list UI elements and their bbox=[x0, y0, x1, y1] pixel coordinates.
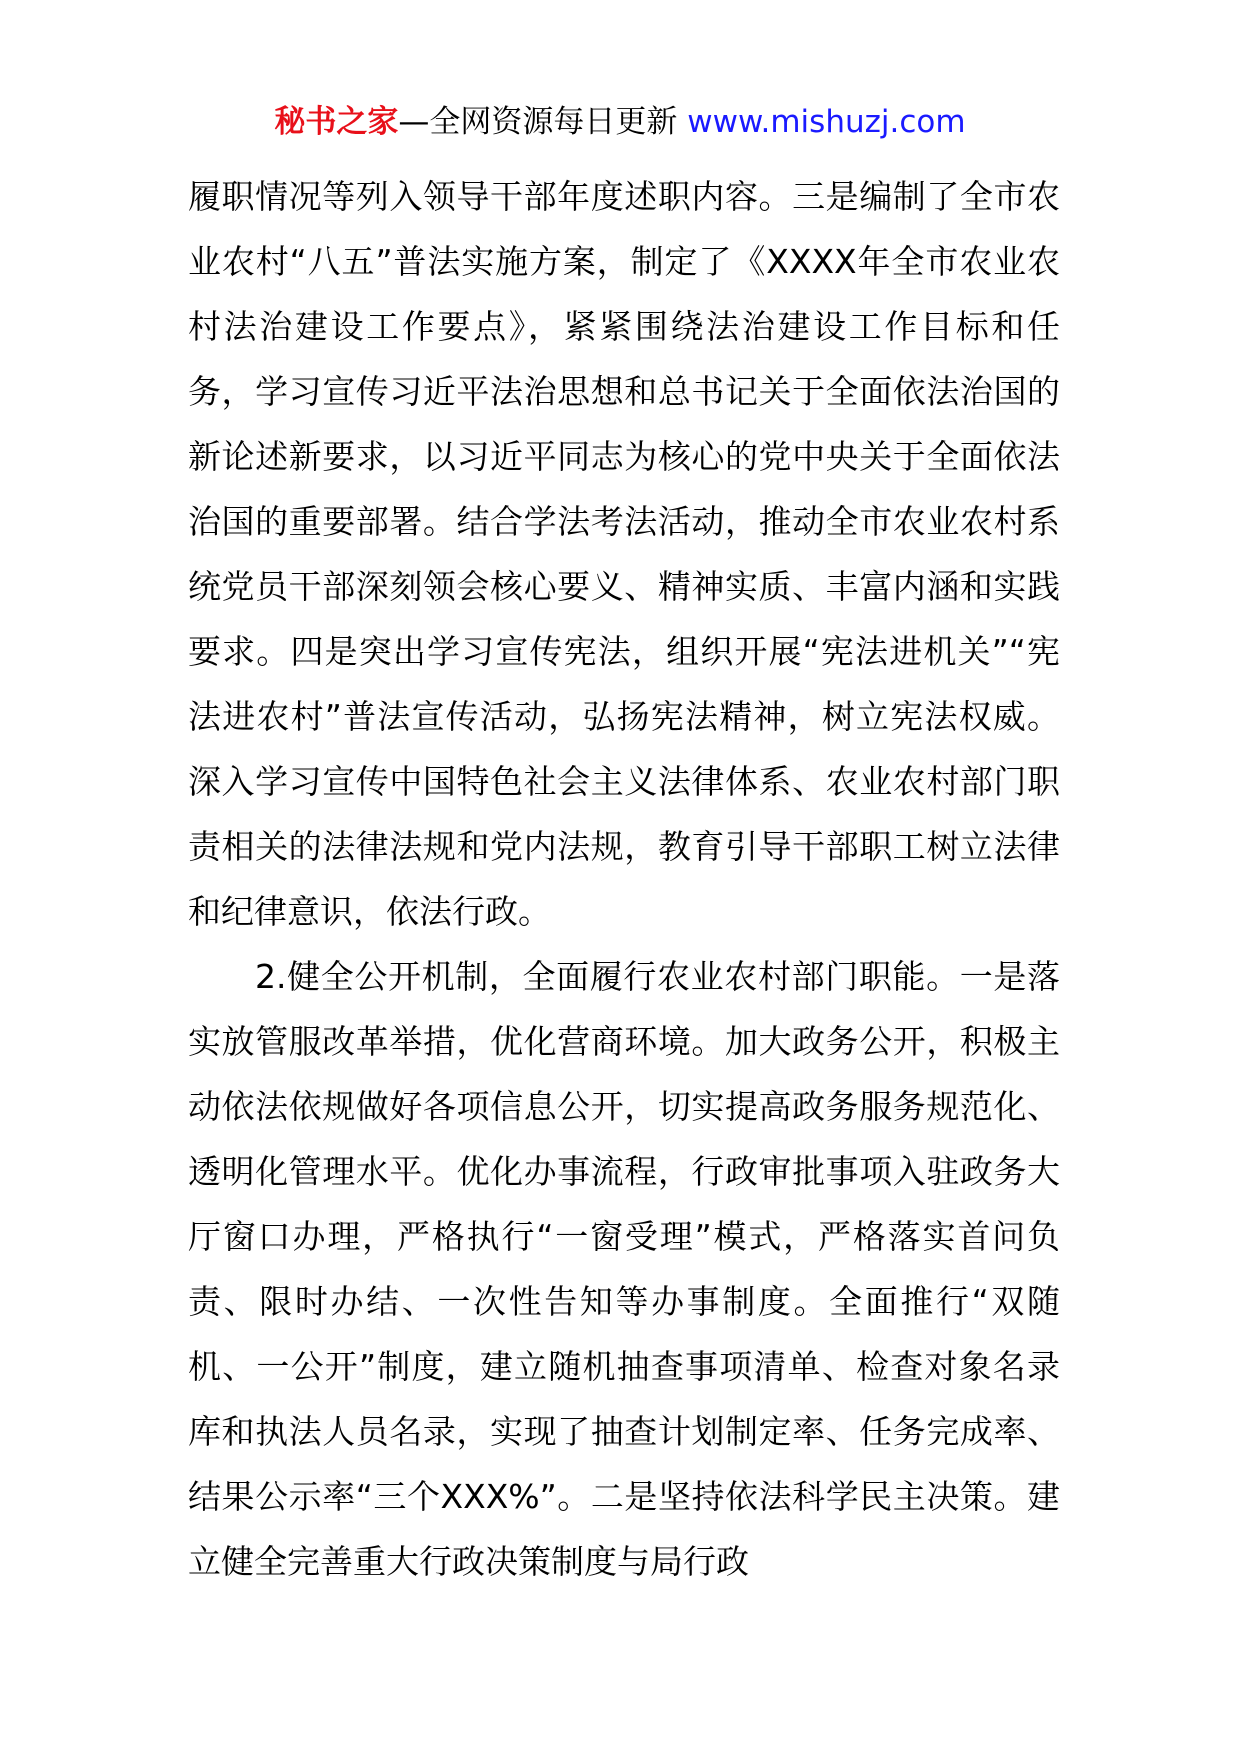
site-url-link[interactable]: www.mishuzj.com bbox=[687, 104, 966, 140]
site-header bbox=[0, 100, 1240, 144]
paragraph: 履职情况等列入领导干部年度述职内容。三是编制了全市农业农村“八五”普法实施方案，制定了《XXXX年全市农业农村法治建设工作要点》，紧紧围绕法治建设工作目标和任务，学习宣传习近平法治思想和总书记关于全面依法治国的新论述新要求，以习近平同志为核心的党中央关于全面依法治国的重要部署。结合学法考法活动，推动全市农业农村系统党员干部深刻领会核心要义、精神实质、丰富内涵和实践要求。四是突出学习宣传宪法，组织开展“宪法进机关”“宪法进农村”普法宣传活动，弘扬宪法精神，树立宪法权威。深入学习宣传中国特色社会主义法律体系、农业农村部门职责相关的法律法规和党内法规，教育引导干部职工树立法律和纪律意识，依法行政。 bbox=[188, 177, 1060, 931]
paragraph: 2.健全公开机制，全面履行农业农村部门职能。一是落实放管服改革举措，优化营商环境。加大政务公开，积极主动依法依规做好各项信息公开，切实提高政务服务规范化、透明化管理水平。优化办事流程，行政审批事项入驻政务大厅窗口办理，严格执行“一窗受理”模式，严格落实首问负责、限时办结、一次性告知等办事制度。全面推行“双随机、一公开”制度，建立随机抽查事项清单、检查对象名录库和执法人员名录，实现了抽查计划制定率、任务完成率、结果公示率“三个XXX%”。二是坚持依法科学民主决策。建立健全完善重大行政决策制度与局行政 bbox=[188, 957, 1060, 1581]
site-slogan: —全网资源每日更新 bbox=[398, 104, 678, 140]
site-brand: 秘书之家 bbox=[274, 104, 399, 140]
document-body bbox=[188, 164, 1060, 1594]
